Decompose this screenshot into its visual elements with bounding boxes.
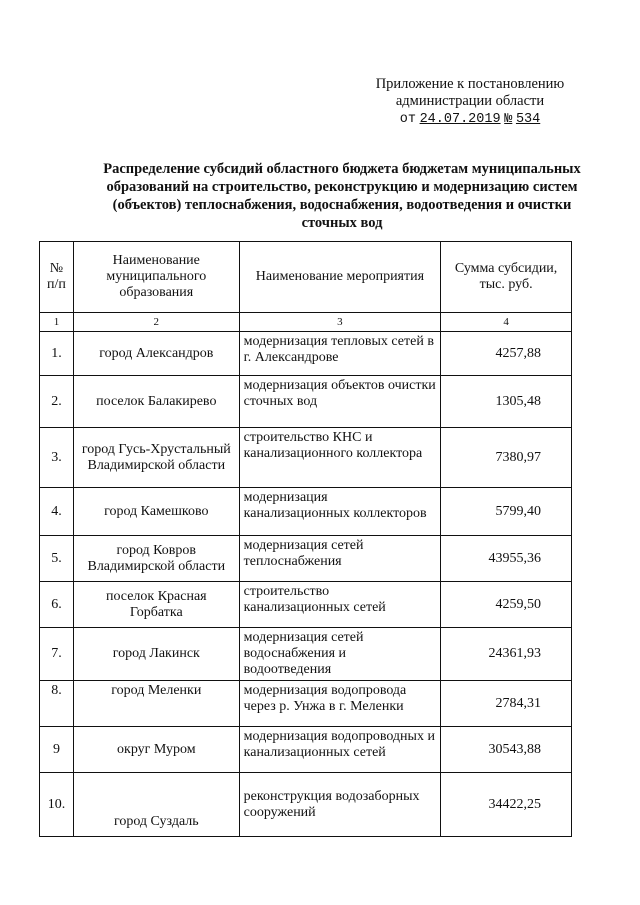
table-row (40, 428, 572, 488)
row-municipality: поселок Балакирево (73, 376, 239, 428)
row-municipality: поселок Красная Горбатка (73, 582, 239, 628)
row-number: 9 (40, 727, 74, 773)
resolution-number: 534 (515, 112, 541, 127)
row-activity: модернизация тепловых сетей в г. Александрове (239, 332, 441, 376)
row-municipality: город Лакинск (73, 628, 239, 681)
row-activity: модернизация канализационных коллекторов (239, 488, 441, 536)
table-row (40, 582, 572, 628)
document-title: Распределение субсидий областного бюджета бюджетам муниципальных образований на строительство, реконструкцию и модернизацию систем (объектов) теплоснабжения, водоснабжения, водоотведения и очистки сточных вод (103, 161, 581, 231)
column-number: 1 (40, 313, 74, 332)
row-sum: 30543,88 (441, 727, 572, 773)
table-row (40, 536, 572, 582)
row-municipality: округ Муром (73, 727, 239, 773)
row-sum: 2784,31 (441, 681, 572, 727)
row-number: 10. (40, 773, 74, 837)
header-sum: Сумма субсидии, тыс. руб. (441, 242, 572, 313)
row-sum: 34422,25 (441, 773, 572, 837)
from-label: от (399, 112, 416, 127)
row-sum: 43955,36 (441, 536, 572, 582)
row-activity: модернизация водопровода через р. Унжа в г. Меленки (239, 681, 441, 727)
row-activity: модернизация сетей теплоснабжения (239, 536, 441, 582)
table-row (40, 727, 572, 773)
column-number: 3 (239, 313, 441, 332)
header-municipality: Наименование муниципального образования (73, 242, 239, 313)
appendix-line-2: администрации области (395, 93, 545, 109)
row-number: 3. (40, 428, 74, 488)
appendix-header (360, 76, 580, 128)
row-activity: реконструкция водозаборных сооружений (239, 773, 441, 837)
row-municipality: город Гусь-Хрустальный Владимирской области (73, 428, 239, 488)
subsidy-table (39, 241, 572, 837)
row-sum: 5799,40 (441, 488, 572, 536)
appendix-date-line (360, 110, 580, 128)
row-number: 8. (40, 681, 74, 727)
table-row (40, 681, 572, 727)
header-activity: Наименование мероприятия (239, 242, 441, 313)
row-activity: модернизация сетей водоснабжения и водоотведения (239, 628, 441, 681)
row-sum: 24361,93 (441, 628, 572, 681)
row-municipality: город Меленки (73, 681, 239, 727)
number-label: № (504, 112, 513, 127)
row-number: 1. (40, 332, 74, 376)
row-sum: 4259,50 (441, 582, 572, 628)
table-header-row (40, 242, 572, 313)
row-sum: 1305,48 (441, 376, 572, 428)
column-number: 2 (73, 313, 239, 332)
row-number: 7. (40, 628, 74, 681)
row-activity: строительство КНС и канализационного коллектора (239, 428, 441, 488)
resolution-date: 24.07.2019 (419, 112, 501, 127)
column-number-row (40, 313, 572, 332)
row-sum: 4257,88 (441, 332, 572, 376)
row-municipality: город Александров (73, 332, 239, 376)
row-municipality: город Камешково (73, 488, 239, 536)
header-number: № п/п (40, 242, 74, 313)
table-row (40, 332, 572, 376)
table-row (40, 628, 572, 681)
row-activity: модернизация объектов очистки сточных вод (239, 376, 441, 428)
row-number: 4. (40, 488, 74, 536)
table-row (40, 376, 572, 428)
row-activity: модернизация водопроводных и канализационных сетей (239, 727, 441, 773)
row-number: 6. (40, 582, 74, 628)
row-municipality: город Ковров Владимирской области (73, 536, 239, 582)
appendix-line-1: Приложение к постановлению (375, 76, 565, 92)
row-activity: строительство канализационных сетей (239, 582, 441, 628)
column-number: 4 (441, 313, 572, 332)
row-number: 5. (40, 536, 74, 582)
row-municipality: город Суздаль (73, 773, 239, 837)
table-row (40, 773, 572, 837)
row-number: 2. (40, 376, 74, 428)
row-sum: 7380,97 (441, 428, 572, 488)
table-row (40, 488, 572, 536)
